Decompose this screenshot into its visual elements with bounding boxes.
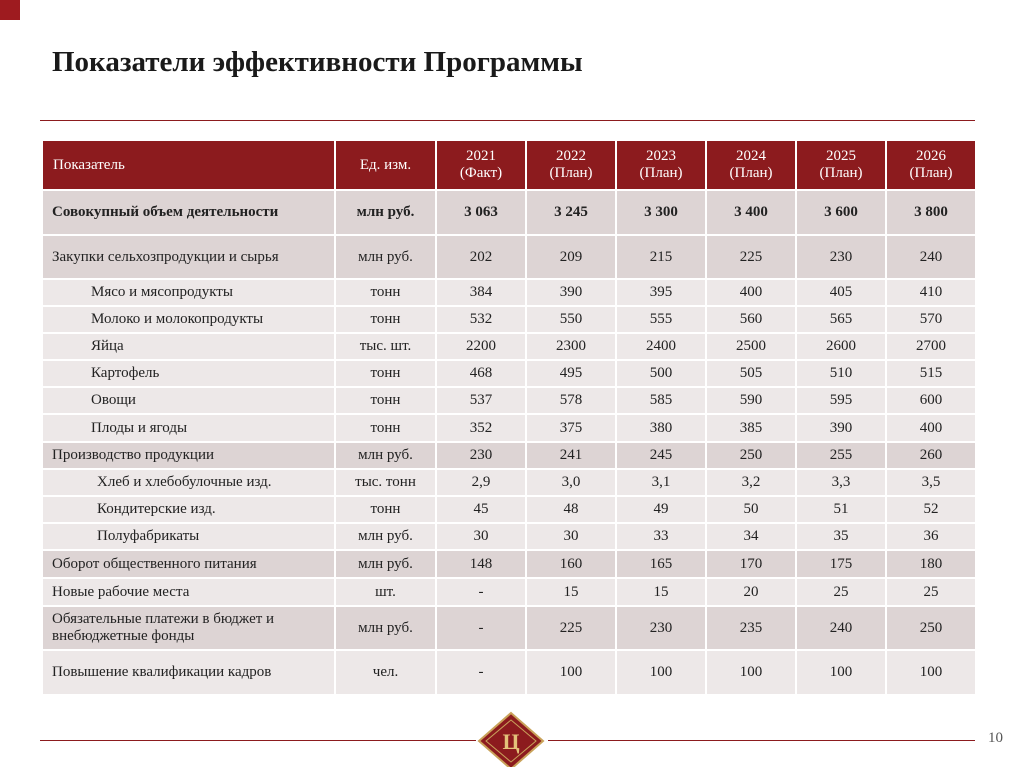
- table-row: [42, 279, 976, 306]
- cell-value: 100: [796, 650, 886, 695]
- kpi-table: [41, 139, 977, 696]
- header-year-2022: [526, 140, 616, 190]
- cell-value: 175: [796, 550, 886, 578]
- row-unit: млн руб.: [335, 606, 436, 650]
- row-name: Молоко и молокопродукты: [42, 306, 335, 333]
- cell-value: 50: [706, 496, 796, 523]
- cell-value: 510: [796, 360, 886, 387]
- header-year-2021: [436, 140, 526, 190]
- cell-value: 148: [436, 550, 526, 578]
- cell-value: 3 400: [706, 190, 796, 235]
- cell-value: 500: [616, 360, 706, 387]
- cell-value: 49: [616, 496, 706, 523]
- cell-value: 260: [886, 442, 976, 469]
- cell-value: 537: [436, 387, 526, 414]
- cell-value: 100: [526, 650, 616, 695]
- row-unit: тонн: [335, 360, 436, 387]
- row-name: Хлеб и хлебобулочные изд.: [42, 469, 335, 496]
- corner-accent: [0, 0, 20, 20]
- cell-value: 410: [886, 279, 976, 306]
- cell-value: 3,2: [706, 469, 796, 496]
- title-divider: [40, 120, 975, 121]
- header-year: 2025: [826, 148, 856, 164]
- header-unit: Ед. изм.: [335, 140, 436, 190]
- header-indicator: Показатель: [42, 140, 335, 190]
- cell-value: 160: [526, 550, 616, 578]
- cell-value: 215: [616, 235, 706, 279]
- header-note: (Факт): [459, 165, 503, 181]
- cell-value: 250: [886, 606, 976, 650]
- row-name: Обязательные платежи в бюджет и внебюджетные фонды: [42, 606, 335, 650]
- cell-value: 352: [436, 414, 526, 442]
- header-year-2026: [886, 140, 976, 190]
- cell-value: 25: [796, 578, 886, 606]
- cell-value: 225: [526, 606, 616, 650]
- cell-value: 36: [886, 523, 976, 550]
- footer-divider-right: [548, 740, 975, 741]
- cell-value: 405: [796, 279, 886, 306]
- cell-value: 375: [526, 414, 616, 442]
- cell-value: 15: [526, 578, 616, 606]
- header-note: (План): [549, 165, 593, 181]
- cell-value: 100: [616, 650, 706, 695]
- header-year: 2024: [736, 148, 766, 164]
- row-unit: млн руб.: [335, 550, 436, 578]
- header-note: (План): [639, 165, 683, 181]
- cell-value: 25: [886, 578, 976, 606]
- cell-value: 468: [436, 360, 526, 387]
- cell-value: 595: [796, 387, 886, 414]
- cell-value: -: [436, 578, 526, 606]
- header-note: (План): [819, 165, 863, 181]
- row-unit: тыс. тонн: [335, 469, 436, 496]
- row-name: Повышение квалификации кадров: [42, 650, 335, 695]
- cell-value: 34: [706, 523, 796, 550]
- row-unit: тонн: [335, 387, 436, 414]
- table-header-row: [42, 140, 976, 190]
- cell-value: 33: [616, 523, 706, 550]
- cell-value: 384: [436, 279, 526, 306]
- table-row: [42, 523, 976, 550]
- header-note: (План): [729, 165, 773, 181]
- footer-divider-left: [40, 740, 476, 741]
- row-name: Совокупный объем деятельности: [42, 190, 335, 235]
- page-number: 10: [988, 730, 1003, 746]
- cell-value: 51: [796, 496, 886, 523]
- cell-value: 570: [886, 306, 976, 333]
- header-year-2025: [796, 140, 886, 190]
- table-row: [42, 442, 976, 469]
- cell-value: 2400: [616, 333, 706, 360]
- cell-value: 100: [706, 650, 796, 695]
- row-name: Плоды и ягоды: [42, 414, 335, 442]
- cell-value: 585: [616, 387, 706, 414]
- cell-value: 3 800: [886, 190, 976, 235]
- cell-value: 3,3: [796, 469, 886, 496]
- table-row: [42, 235, 976, 279]
- table-row: [42, 469, 976, 496]
- cell-value: 30: [436, 523, 526, 550]
- cell-value: 400: [886, 414, 976, 442]
- cell-value: 555: [616, 306, 706, 333]
- emblem-letter: Ц: [502, 729, 520, 754]
- cell-value: 3,5: [886, 469, 976, 496]
- cell-value: 390: [526, 279, 616, 306]
- table-row: [42, 414, 976, 442]
- cell-value: 30: [526, 523, 616, 550]
- cell-value: 202: [436, 235, 526, 279]
- cell-value: 3,0: [526, 469, 616, 496]
- cell-value: 2200: [436, 333, 526, 360]
- cell-value: 2500: [706, 333, 796, 360]
- cell-value: 550: [526, 306, 616, 333]
- header-year-2024: [706, 140, 796, 190]
- cell-value: 230: [796, 235, 886, 279]
- row-name: Оборот общественного питания: [42, 550, 335, 578]
- cell-value: 230: [436, 442, 526, 469]
- cell-value: 245: [616, 442, 706, 469]
- cell-value: 209: [526, 235, 616, 279]
- row-unit: тыс. шт.: [335, 333, 436, 360]
- header-year-2023: [616, 140, 706, 190]
- table-row: [42, 550, 976, 578]
- cell-value: 170: [706, 550, 796, 578]
- slide-title: Показатели эффективности Программы: [52, 46, 583, 78]
- cell-value: 235: [706, 606, 796, 650]
- cell-value: 390: [796, 414, 886, 442]
- row-name: Яйца: [42, 333, 335, 360]
- cell-value: 35: [796, 523, 886, 550]
- cell-value: 395: [616, 279, 706, 306]
- cell-value: 495: [526, 360, 616, 387]
- row-name: Закупки сельхозпродукции и сырья: [42, 235, 335, 279]
- row-name: Овощи: [42, 387, 335, 414]
- header-year: 2023: [646, 148, 676, 164]
- cell-value: 241: [526, 442, 616, 469]
- row-name: Кондитерские изд.: [42, 496, 335, 523]
- row-unit: млн руб.: [335, 190, 436, 235]
- header-year: 2021: [466, 148, 496, 164]
- cell-value: 2700: [886, 333, 976, 360]
- header-note: (План): [909, 165, 953, 181]
- cell-value: 532: [436, 306, 526, 333]
- row-name: Производство продукции: [42, 442, 335, 469]
- row-unit: млн руб.: [335, 523, 436, 550]
- cell-value: 180: [886, 550, 976, 578]
- cell-value: 600: [886, 387, 976, 414]
- row-name: Картофель: [42, 360, 335, 387]
- cell-value: 230: [616, 606, 706, 650]
- cell-value: 385: [706, 414, 796, 442]
- cell-value: 3 245: [526, 190, 616, 235]
- row-unit: тонн: [335, 414, 436, 442]
- cell-value: 400: [706, 279, 796, 306]
- cell-value: 20: [706, 578, 796, 606]
- cell-value: 250: [706, 442, 796, 469]
- cell-value: 3,1: [616, 469, 706, 496]
- cell-value: 505: [706, 360, 796, 387]
- row-unit: млн руб.: [335, 235, 436, 279]
- cell-value: 240: [796, 606, 886, 650]
- cell-value: -: [436, 650, 526, 695]
- cell-value: 45: [436, 496, 526, 523]
- cell-value: 165: [616, 550, 706, 578]
- table-row: [42, 606, 976, 650]
- cell-value: 2600: [796, 333, 886, 360]
- cell-value: 380: [616, 414, 706, 442]
- cell-value: 3 600: [796, 190, 886, 235]
- row-name: Новые рабочие места: [42, 578, 335, 606]
- cell-value: 255: [796, 442, 886, 469]
- cell-value: -: [436, 606, 526, 650]
- table-row: [42, 578, 976, 606]
- table-row: [42, 650, 976, 695]
- table-row: [42, 360, 976, 387]
- cell-value: 565: [796, 306, 886, 333]
- cell-value: 240: [886, 235, 976, 279]
- table-row: [42, 306, 976, 333]
- table-row: [42, 190, 976, 235]
- cell-value: 100: [886, 650, 976, 695]
- table-row: [42, 387, 976, 414]
- cell-value: 590: [706, 387, 796, 414]
- row-name: Мясо и мясопродукты: [42, 279, 335, 306]
- cell-value: 225: [706, 235, 796, 279]
- cell-value: 52: [886, 496, 976, 523]
- cell-value: 2300: [526, 333, 616, 360]
- table-row: [42, 333, 976, 360]
- cell-value: 3 063: [436, 190, 526, 235]
- cell-value: 3 300: [616, 190, 706, 235]
- header-year: 2026: [916, 148, 946, 164]
- emblem-logo-icon: [477, 711, 545, 767]
- row-name: Полуфабрикаты: [42, 523, 335, 550]
- row-unit: чел.: [335, 650, 436, 695]
- cell-value: 48: [526, 496, 616, 523]
- table-row: [42, 496, 976, 523]
- row-unit: млн руб.: [335, 442, 436, 469]
- cell-value: 578: [526, 387, 616, 414]
- cell-value: 560: [706, 306, 796, 333]
- row-unit: тонн: [335, 279, 436, 306]
- row-unit: тонн: [335, 496, 436, 523]
- row-unit: тонн: [335, 306, 436, 333]
- cell-value: 515: [886, 360, 976, 387]
- header-year: 2022: [556, 148, 586, 164]
- row-unit: шт.: [335, 578, 436, 606]
- cell-value: 15: [616, 578, 706, 606]
- cell-value: 2,9: [436, 469, 526, 496]
